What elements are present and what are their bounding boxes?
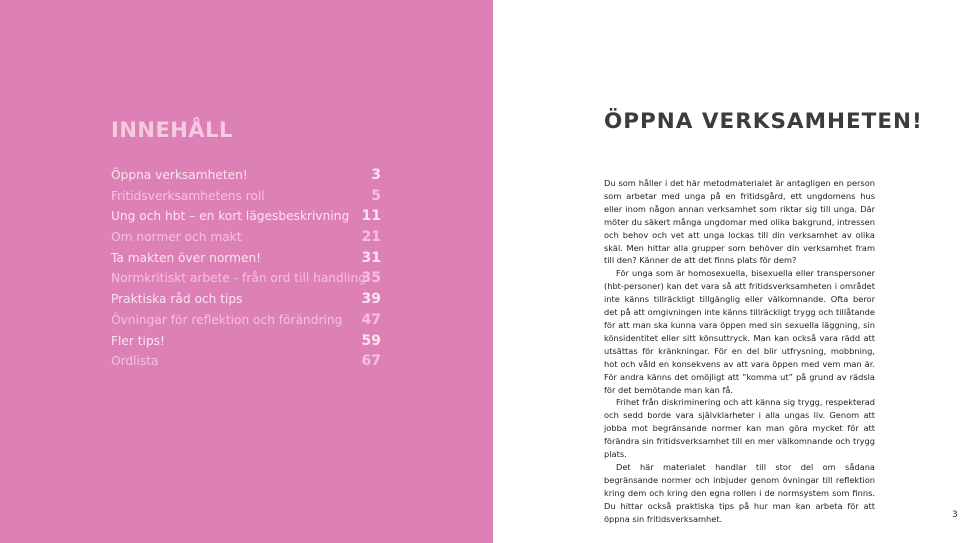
toc-item-page: 11 [361, 208, 381, 225]
toc-item[interactable] [111, 351, 381, 372]
toc-item-title: Ordlista [111, 354, 159, 369]
toc-item-page: 59 [361, 332, 381, 349]
article-paragraph: För unga som är homosexuella, bisexuella eller transpersoner (hbt-personer) kan det vara så att fritidsverksamheten i området inte känns tillräckligt tillgänglig eller välkomnande. Ofta beror det på att omgivningen inte känns tillräckligt trygg och tillåtande för att man ska kunna vara öppen med sin sexuella läggning, sin könsidentitet eller sitt könsuttryck. Man kan också vara rädd att utsättas för kränkningar. För en del blir utfrysning, mobbning, hot och våld en konsekvens av att vara öppen med vem man är. För andra känns det omöjligt att ”komma ut” på grund av rädsla för det bemötande man kan få. [604, 268, 875, 395]
toc-item-title: Om normer och makt [111, 230, 242, 245]
toc-item-page: 67 [361, 353, 381, 370]
toc-item[interactable] [111, 268, 381, 289]
toc-item[interactable] [111, 310, 381, 331]
toc-item-page: 31 [361, 249, 381, 266]
toc-item-page: 47 [361, 311, 381, 328]
toc-item-page: 5 [371, 187, 381, 204]
article-paragraph: Du som håller i det här metodmaterialet är antagligen en person som arbetar med unga på en fritidsgård, ett ungdomens hus eller inom någon annan verksamhet som riktar sig till unga. Där möter du säkert många ungdomar med olika bakgrund, intressen och behov och vet att unga lockas till din verksamhet av olika skäl. Men hittar alla grupper som behöver din verksamhet fram till den? Känner de att det finns plats för dem? [604, 178, 875, 266]
toc-item[interactable] [111, 227, 381, 248]
toc-item[interactable] [111, 206, 381, 227]
toc-item[interactable] [111, 186, 381, 207]
toc-item[interactable] [111, 165, 381, 186]
page-number: 3 [952, 510, 958, 520]
toc-item[interactable] [111, 248, 381, 269]
article-body [604, 177, 875, 525]
toc-item[interactable] [111, 289, 381, 310]
table-of-contents [111, 165, 381, 372]
toc-item-title: Övningar för reflektion och förändring [111, 312, 343, 327]
article-paragraph: Frihet från diskriminering och att känna sig trygg, respekterad och sedd borde vara självklarheter i alla ungas liv. Genom att jobba mot begränsande normer kan man göra mycket för att förändra sin fritidsverksamhet till en mer välkomnande och trygg plats. [604, 397, 875, 460]
toc-item-title: Fritidsverksamhetens roll [111, 188, 265, 203]
toc-item-page: 21 [361, 229, 381, 246]
toc-item-title: Fler tips! [111, 333, 165, 348]
toc-item[interactable] [111, 331, 381, 352]
article-heading: ÖPPNA VERKSAMHETEN! [604, 109, 923, 134]
toc-item-title: Praktiska råd och tips [111, 292, 243, 307]
toc-item-page: 3 [371, 167, 381, 183]
toc-item-title: Öppna verksamheten! [111, 168, 248, 182]
toc-item-title: Ta makten över normen! [111, 250, 262, 265]
toc-item-page: 35 [361, 270, 381, 287]
toc-item-title: Normkritiskt arbete - från ord till handling [111, 271, 366, 286]
article-paragraph: Det här materialet handlar till stor del om sådana begränsande normer och inbjuder genom övningar till reflektion kring dem och kring den egna rollen i de normsystem som finns. Du hittar också praktiska tips på hur man kan arbeta för att öppna sin fritidsverksamhet. [604, 461, 875, 524]
toc-item-page: 39 [361, 291, 381, 308]
toc-heading: INNEHÅLL [111, 118, 233, 142]
toc-item-title: Ung och hbt – en kort lägesbeskrivning [111, 209, 350, 224]
